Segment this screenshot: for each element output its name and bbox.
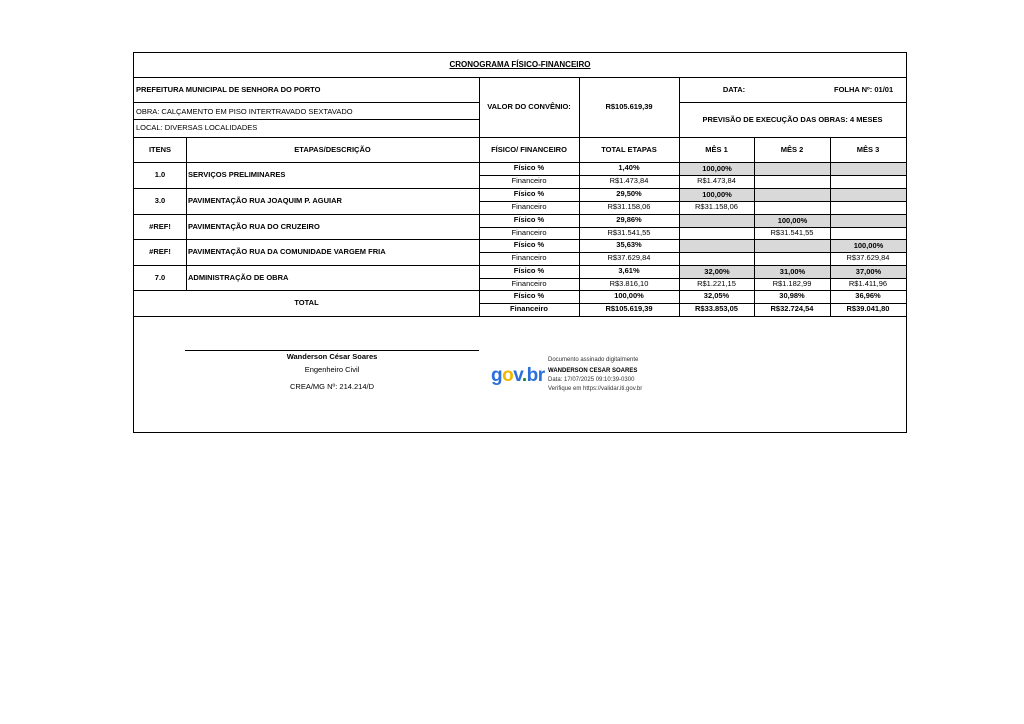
financeiro-mes3 bbox=[830, 227, 906, 239]
row-item: 7.0 bbox=[154, 273, 166, 282]
financeiro-total: R$31.158,06 bbox=[607, 202, 651, 211]
financeiro-total: R$31.541,55 bbox=[607, 228, 651, 237]
fisico-mes1 bbox=[680, 215, 754, 227]
financeiro-label: Financeiro bbox=[511, 279, 547, 288]
financeiro-mes3: R$1.411,96 bbox=[848, 279, 888, 288]
fisico-mes2 bbox=[755, 240, 830, 252]
row-desc: SERVIÇOS PRELIMINARES bbox=[188, 170, 286, 179]
govbr-line3: Data: 17/07/2025 09:10:39-0300 bbox=[548, 377, 635, 383]
financeiro-mes2 bbox=[754, 252, 830, 265]
col-total-etapas: TOTAL ETAPAS bbox=[601, 145, 657, 154]
col-itens: ITENS bbox=[148, 145, 172, 154]
signer-role: Engenheiro Civil bbox=[304, 365, 360, 374]
fisico-mes1 bbox=[680, 240, 754, 252]
row-desc: PAVIMENTAÇÃO RUA DA COMUNIDADE VARGEM FRIA bbox=[188, 247, 386, 256]
financeiro-total: R$3.816,10 bbox=[609, 279, 649, 288]
signer-crea: CREA/MG Nº: 214.214/D bbox=[289, 382, 375, 391]
row-desc: ADMINISTRAÇÃO DE OBRA bbox=[188, 273, 289, 282]
fisico-mes3 bbox=[831, 215, 906, 227]
data-label: DATA: bbox=[722, 85, 746, 94]
fisico-label: Físico % bbox=[513, 215, 545, 224]
total-fisico-mes3: 36,96% bbox=[855, 291, 881, 300]
valor-convenio-value: R$105.619,39 bbox=[605, 102, 653, 111]
financeiro-mes1: R$31.158,06 bbox=[695, 202, 738, 211]
fisico-mes3 bbox=[831, 189, 906, 201]
financeiro-total: R$37.629,84 bbox=[607, 253, 651, 262]
obra-label: OBRA: CALÇAMENTO EM PISO INTERTRAVADO SEXTAVADO bbox=[136, 107, 353, 116]
govbr-logo bbox=[491, 364, 545, 386]
fisico-mes2: 31,00% bbox=[755, 266, 830, 278]
row-item: 1.0 bbox=[154, 170, 166, 179]
total-financeiro-mes1: R$33.853,05 bbox=[695, 304, 738, 313]
valor-convenio-label: VALOR DO CONVÊNIO: bbox=[487, 102, 571, 111]
total-financeiro-total: R$105.619,39 bbox=[605, 304, 653, 313]
fisico-mes2: 100,00% bbox=[755, 215, 830, 227]
total-label: TOTAL bbox=[294, 298, 319, 307]
page-title: CRONOGRAMA FÍSICO-FINANCEIRO bbox=[449, 60, 591, 69]
financeiro-mes3 bbox=[830, 175, 906, 188]
local-label: LOCAL: DIVERSAS LOCALIDADES bbox=[136, 123, 258, 132]
svg-text:gov.br: gov.br bbox=[491, 365, 545, 386]
schedule-sheet bbox=[133, 52, 907, 433]
fisico-mes1: 100,00% bbox=[680, 163, 754, 175]
folha-label: FOLHA Nº: 01/01 bbox=[834, 85, 894, 94]
fisico-mes2 bbox=[755, 189, 830, 201]
financeiro-mes1: R$1.473,84 bbox=[697, 176, 736, 185]
col-mes3: MÊS 3 bbox=[856, 145, 880, 154]
fisico-total: 3,61% bbox=[618, 266, 640, 275]
financeiro-label: Financeiro bbox=[511, 176, 547, 185]
financeiro-mes2: R$1.182,99 bbox=[772, 279, 812, 288]
row-item: #REF! bbox=[149, 247, 171, 256]
fisico-mes3 bbox=[831, 163, 906, 175]
fisico-total: 1,40% bbox=[618, 163, 640, 172]
govbr-line2: WANDERSON CESAR SOARES bbox=[548, 368, 638, 374]
govbr-line4: Verifique em https://validar.iti.gov.br bbox=[548, 386, 643, 392]
financeiro-mes1 bbox=[679, 227, 754, 239]
fisico-label: Físico % bbox=[513, 163, 545, 172]
fisico-mes1: 32,00% bbox=[680, 266, 754, 278]
financeiro-mes2 bbox=[754, 201, 830, 214]
col-etapas: ETAPAS/DESCRIÇÃO bbox=[294, 145, 371, 154]
fisico-mes2 bbox=[755, 163, 830, 175]
fisico-mes3: 37,00% bbox=[831, 266, 906, 278]
total-financeiro-mes3: R$39.041,80 bbox=[846, 304, 890, 313]
col-mes2: MÊS 2 bbox=[780, 145, 804, 154]
total-financeiro-mes2: R$32.724,54 bbox=[770, 304, 814, 313]
fisico-label: Físico % bbox=[513, 189, 545, 198]
fisico-total: 35,63% bbox=[616, 240, 642, 249]
financeiro-mes1 bbox=[679, 252, 754, 265]
financeiro-label: Financeiro bbox=[511, 202, 547, 211]
financeiro-total: R$1.473,84 bbox=[609, 176, 649, 185]
financeiro-mes3: R$37.629,84 bbox=[846, 253, 890, 262]
fisico-mes1: 100,00% bbox=[680, 189, 754, 201]
fisico-mes3: 100,00% bbox=[831, 240, 906, 252]
signature-line bbox=[185, 350, 479, 351]
financeiro-mes3 bbox=[830, 201, 906, 214]
row-item: 3.0 bbox=[154, 196, 166, 205]
govbr-line1: Documento assinado digitalmente bbox=[548, 357, 639, 363]
fisico-total: 29,50% bbox=[616, 189, 642, 198]
total-fisico-total: 100,00% bbox=[614, 291, 644, 300]
row-desc: PAVIMENTAÇÃO RUA DO CRUZEIRO bbox=[188, 222, 320, 231]
col-mes1: MÊS 1 bbox=[705, 145, 728, 154]
previsao-label: PREVISÃO DE EXECUÇÃO DAS OBRAS: 4 MESES bbox=[702, 115, 883, 124]
fisico-total: 29,86% bbox=[616, 215, 642, 224]
row-desc: PAVIMENTAÇÃO RUA JOAQUIM P. AGUIAR bbox=[188, 196, 342, 205]
total-fisico-label: Físico % bbox=[513, 291, 545, 300]
prefeitura-label: PREFEITURA MUNICIPAL DE SENHORA DO PORTO bbox=[136, 85, 321, 94]
total-financeiro-label: Financeiro bbox=[510, 304, 548, 313]
total-fisico-mes2: 30,98% bbox=[779, 291, 805, 300]
fisico-label: Físico % bbox=[513, 240, 545, 249]
financeiro-mes2 bbox=[754, 175, 830, 188]
fisico-label: Físico % bbox=[513, 266, 545, 275]
financeiro-label: Financeiro bbox=[511, 228, 547, 237]
signer-name: Wanderson César Soares bbox=[286, 352, 378, 361]
col-fisico-financeiro: FÍSICO/ FINANCEIRO bbox=[491, 145, 567, 154]
total-fisico-mes1: 32,05% bbox=[703, 291, 730, 300]
financeiro-mes2: R$31.541,55 bbox=[770, 228, 814, 237]
row-item: #REF! bbox=[149, 222, 171, 231]
financeiro-mes1: R$1.221,15 bbox=[697, 279, 736, 288]
financeiro-label: Financeiro bbox=[511, 253, 547, 262]
